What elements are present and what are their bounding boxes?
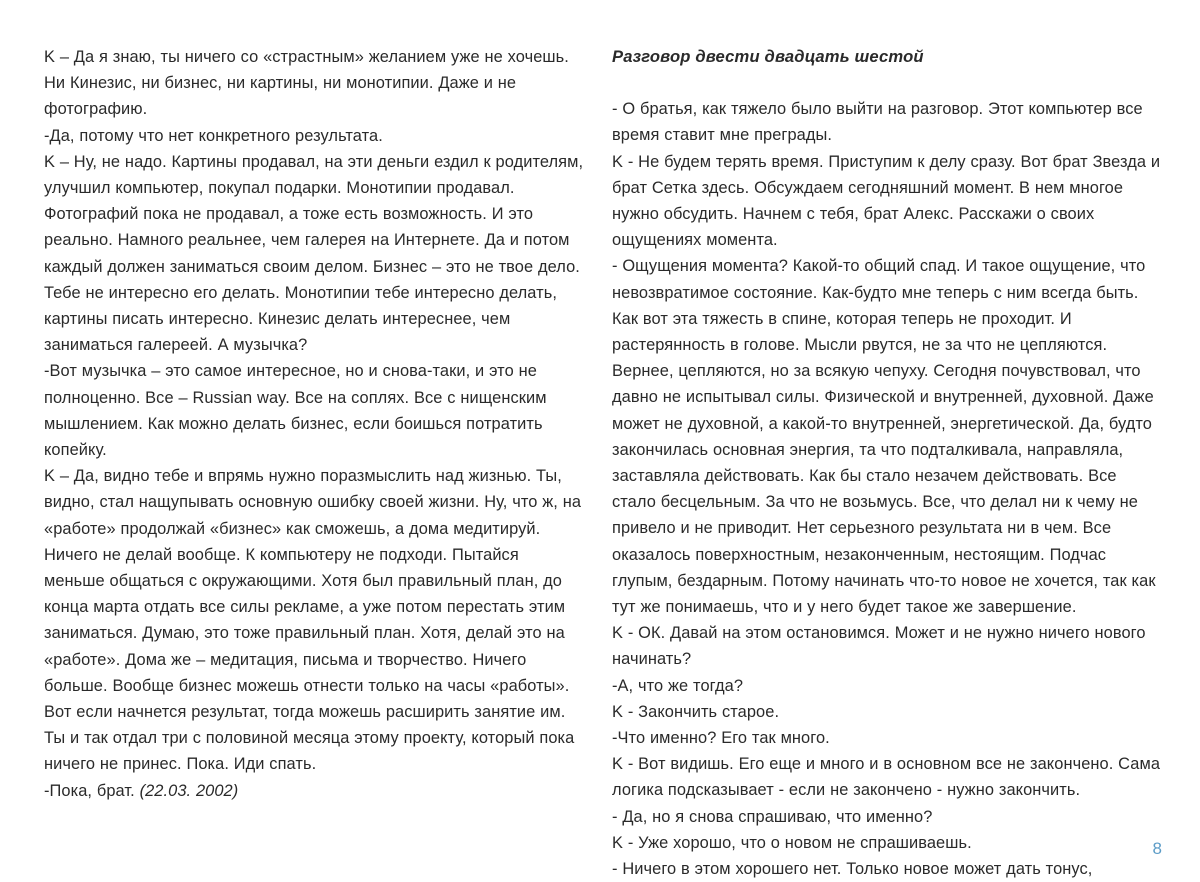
paragraph: K – Ну, не надо. Картины продавал, на эти деньги ездил к родителям, улучшил компьютер, покупал подарки. Монотипии продавал. Фотографий пока не продавал, а тоже есть возможность. И это реально. Намного реальнее, чем галерея на Интернете. Да и потом каждый должен заниматься своим делом. Бизнес – это не твое дело. Тебе не интересно его делать. Монотипии тебе интересно делать, картины писать интересно. Кинезис делать интереснее, чем заниматься галереей. А музычка?	[44, 152, 584, 355]
two-column-layout	[0, 44, 1200, 882]
paragraph: -Что именно? Его так много.	[612, 729, 830, 748]
paragraph: - О братья, как тяжело было выйти на разговор. Этот компьютер все время ставит мне преграды.	[612, 100, 1143, 145]
closing-line	[44, 778, 584, 804]
paragraph: - Ничего в этом хорошего нет. Только новое может дать тонус,	[612, 860, 1093, 879]
paragraph: K – Да я знаю, ты ничего со «страстным» желанием уже не хочешь. Ни Кинезис, ни бизнес, ни картины, ни монотипии. Даже и не фотографию.	[44, 48, 569, 119]
paragraph: K - Уже хорошо, что о новом не спрашиваешь.	[612, 833, 972, 852]
paragraph: K - Вот видишь. Его еще и много и в основном все не закончено. Сама логика подсказывает - если не закончено - нужно закончить.	[612, 755, 1161, 800]
paragraph: - Да, но я снова спрашиваю, что именно?	[612, 807, 933, 826]
paragraph: -А, что же тогда?	[612, 676, 744, 695]
paragraph: K - Не будем терять время. Приступим к делу сразу. Вот брат Звезда и брат Сетка здесь. Обсуждаем сегодняшний момент. В нем многое нужно обсудить. Начнем с тебя, брат Алекс. Расскажи о своих ощущениях момента.	[612, 152, 1161, 250]
paragraph: K - ОК. Давай на этом остановимся. Может и не нужно ничего нового начинать?	[612, 624, 1146, 669]
paragraph: -Да, потому что нет конкретного результата.	[44, 126, 383, 145]
right-column	[600, 44, 1200, 882]
section-heading: Разговор двести двадцать шестой	[612, 47, 924, 66]
left-column	[0, 44, 600, 804]
closing-date: (22.03. 2002)	[139, 781, 239, 800]
paragraph: K – Да, видно тебе и впрямь нужно поразмыслить над жизнью. Ты, видно, стал нащупывать основную ошибку своей жизни. Ну, что ж, на «работе» продолжай «бизнес» как сможешь, а дома медитируй. Ничего не делай вообще. К компьютеру не подходи. Пытайся меньше общаться с окружающими. Хотя был правильный план, до конца марта отдать все силы рекламе, а уже потом перестать этим заниматься. Думаю, это тоже правильный план. Хотя, делай это на «работе». Дома же – медитация, письма и творчество. Ничего больше. Вообще бизнес можешь отнести только на часы «работы». Вот если начнется результат, тогда можешь расширить занятие им. Ты и так отдал три с половиной месяца этому проекту, который пока ничего не принес. Пока. Иди спать.	[44, 467, 582, 774]
paragraph: -Вот музычка – это самое интересное, но и снова-таки, и это не полноценно. Все – Russian way. Все на соплях. Все с нищенским мышлением. Как можно делать бизнес, если боишься потратить копейку.	[44, 362, 547, 460]
page-number: 8	[1152, 839, 1162, 858]
paragraph: K - Закончить старое.	[612, 702, 780, 721]
paragraph: - Ощущения момента? Какой-то общий спад. И такое ощущение, что невозвратимое состояние. Как-будто мне теперь с ним всегда быть. Как вот эта тяжесть в спине, которая теперь не проходит. И растерянность в голове. Мысли рвутся, не за что не цепляются. Вернее, цепляются, но за всякую чепуху. Сегодня почувствовал, что давно не испытывал силы. Физической и внутренней, духовной. Даже может не духовной, а какой-то внутренней, энергетической. Да, будто закончилась основная энергия, та что подталкивала, направляла, заставляла действовать. Как бы стало незачем действовать. Все стало бесцельным. За что не возьмусь. Все, что делал ни к чему не привело и не приводит. Нет серьезного результата ни в чем. Все оказалось поверхностным, незаконченным, нестоящим. Подчас глупым, бездарным. Потому начинать что-то новое не хочется, так как тут же понимаешь, что и у него будет такое же завершение.	[612, 257, 1156, 617]
closing-text: -Пока, брат.	[44, 781, 140, 800]
